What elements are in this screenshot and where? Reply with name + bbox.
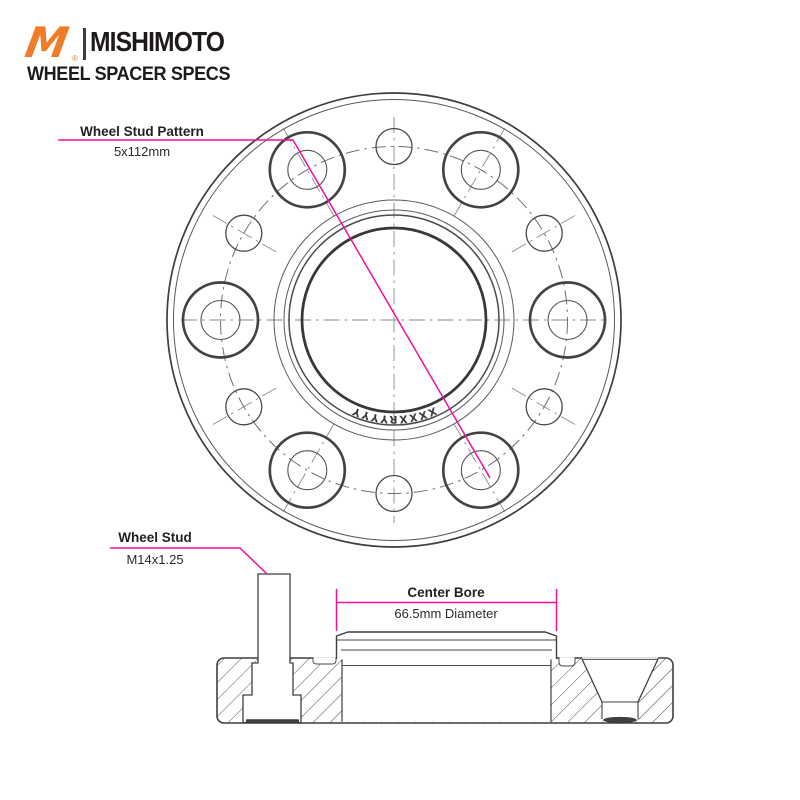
left-relief-groove (313, 657, 336, 664)
hub-boss (337, 632, 557, 660)
right-relief-groove (559, 657, 575, 666)
stud-head-flange (246, 719, 299, 723)
wheel-stud-value: M14x1.25 (126, 552, 184, 567)
bore-void (342, 659, 551, 722)
mishimoto-m-logo-icon: M (21, 18, 73, 67)
wheel-stud-pattern-label: Wheel Stud Pattern (80, 124, 204, 139)
brand-title: MISHIMOTO (90, 26, 224, 57)
top-view-drawing (58, 93, 621, 547)
stud-pattern-leader-line (58, 140, 490, 478)
centerlines (181, 117, 607, 523)
side-view-drawing (110, 548, 673, 723)
wheel-stud-pattern-value: 5x112mm (113, 144, 171, 159)
wheel-stud-section (243, 574, 301, 723)
center-bore-label: Center Bore (407, 585, 485, 600)
wheel-stud-label: Wheel Stud (118, 530, 192, 545)
part-marking-text: XXXXRYYYY (349, 404, 439, 426)
page-title: WHEEL SPACER SPECS (27, 64, 231, 85)
registered-trademark-icon: ® (72, 54, 78, 63)
center-bore-value: 66.5mm Diameter (394, 606, 498, 621)
